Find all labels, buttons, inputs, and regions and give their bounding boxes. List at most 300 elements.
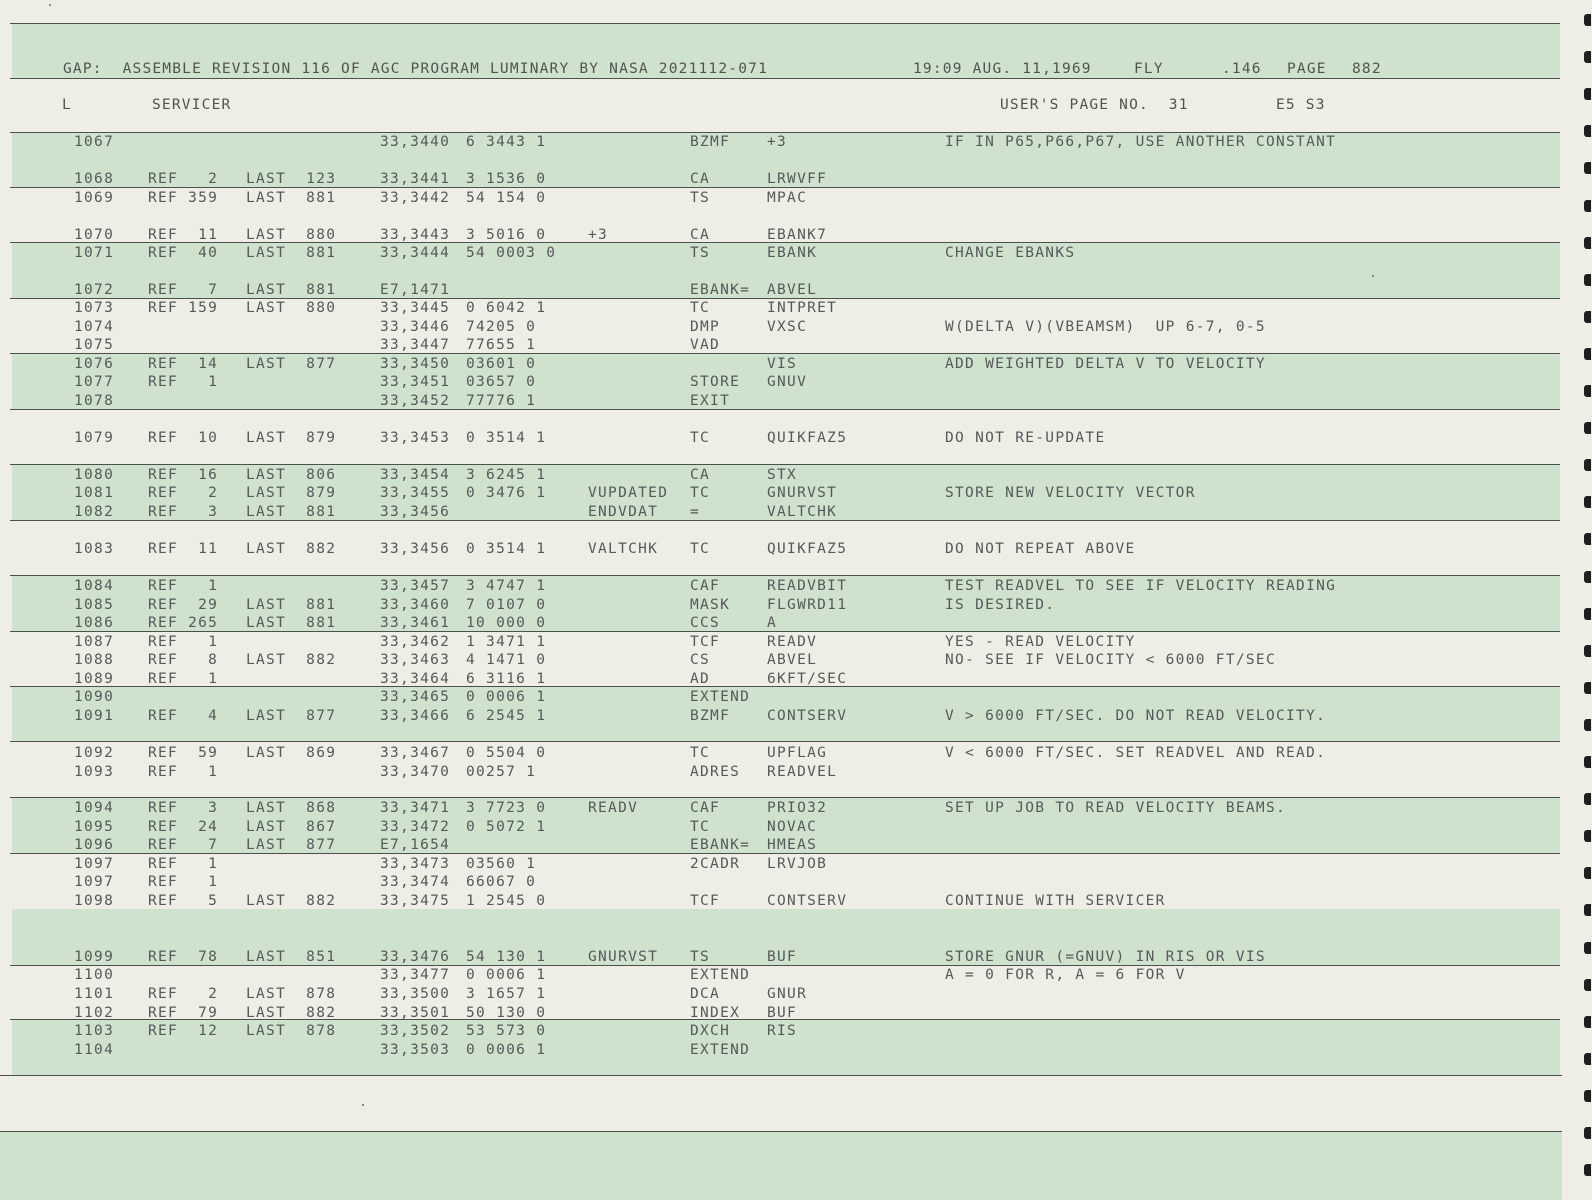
- row-ref-count: REF 14: [148, 356, 219, 372]
- row-address: 33,3451: [380, 374, 451, 390]
- row-address: 33,3464: [380, 671, 451, 687]
- row-address: 33,3502: [380, 1023, 451, 1039]
- row-address: 33,3501: [380, 1005, 451, 1021]
- row-address: 33,3461: [380, 615, 451, 631]
- row-last-ref: LAST 877: [246, 356, 337, 372]
- rule-line: [10, 575, 1560, 576]
- feed-hole: [1584, 125, 1591, 137]
- feed-hole: [1584, 1127, 1591, 1139]
- row-opcode: BZMF: [690, 134, 731, 150]
- row-operand: RIS: [767, 1023, 798, 1039]
- rule-line: [10, 631, 1560, 632]
- row-operand: GNUR: [767, 986, 808, 1002]
- row-line-number: 1081: [74, 485, 115, 501]
- row-line-number: 1087: [74, 634, 115, 650]
- row-opcode: EXTEND: [690, 689, 751, 705]
- row-octal-code: 0 5504 0: [466, 745, 547, 761]
- row-comment: IS DESIRED.: [945, 597, 1056, 613]
- row-octal-code: 0 5072 1: [466, 819, 547, 835]
- rule-line: [10, 409, 1560, 410]
- row-ref-count: REF 2: [148, 986, 219, 1002]
- feed-hole: [1584, 200, 1591, 212]
- row-address: 33,3460: [380, 597, 451, 613]
- row-octal-code: 66067 0: [466, 874, 537, 890]
- header-page-number: 882: [1352, 61, 1382, 77]
- row-line-number: 1097: [74, 874, 115, 890]
- feed-hole: [1584, 979, 1591, 991]
- feed-hole: [1584, 533, 1591, 545]
- row-octal-code: 10 000 0: [466, 615, 547, 631]
- row-address: 33,3443: [380, 227, 451, 243]
- feed-hole: [1584, 459, 1591, 471]
- subheader-codes: E5 S3: [1276, 97, 1326, 113]
- rule-line: [0, 1075, 1562, 1076]
- row-operand: A: [767, 615, 778, 631]
- row-octal-code: 0 0006 1: [466, 689, 547, 705]
- row-line-number: 1101: [74, 986, 115, 1002]
- row-comment: SET UP JOB TO READ VELOCITY BEAMS.: [945, 800, 1287, 816]
- row-opcode: TCF: [690, 893, 721, 909]
- feed-hole: [1584, 422, 1591, 434]
- rule-line: [10, 797, 1560, 798]
- row-operand: GNURVST: [767, 485, 838, 501]
- feed-hole: [1584, 1164, 1591, 1176]
- row-opcode: TC: [690, 430, 711, 446]
- feed-hole: [1584, 51, 1591, 63]
- row-ref-count: REF 1: [148, 856, 219, 872]
- row-last-ref: LAST 881: [246, 282, 337, 298]
- row-opcode: BZMF: [690, 708, 731, 724]
- row-last-ref: LAST 881: [246, 597, 337, 613]
- row-last-ref: LAST 878: [246, 1023, 337, 1039]
- row-opcode: MASK: [690, 597, 731, 613]
- row-operand: NOVAC: [767, 819, 818, 835]
- row-last-ref: LAST 882: [246, 541, 337, 557]
- row-line-number: 1086: [74, 615, 115, 631]
- rule-line: [10, 353, 1560, 354]
- row-operand: GNUV: [767, 374, 808, 390]
- row-ref-count: REF 12: [148, 1023, 219, 1039]
- green-band: [0, 1131, 1562, 1200]
- row-address: 33,3453: [380, 430, 451, 446]
- row-ref-count: REF 8: [148, 652, 219, 668]
- row-address: 33,3445: [380, 300, 451, 316]
- row-last-ref: LAST 881: [246, 504, 337, 520]
- row-line-number: 1089: [74, 671, 115, 687]
- row-comment: CHANGE EBANKS: [945, 245, 1076, 261]
- row-address: E7,1654: [380, 837, 451, 853]
- row-octal-code: 4 1471 0: [466, 652, 547, 668]
- row-ref-count: REF 3: [148, 504, 219, 520]
- row-comment: NO- SEE IF VELOCITY < 6000 FT/SEC: [945, 652, 1276, 668]
- row-operand: VIS: [767, 356, 798, 372]
- feed-hole: [1584, 608, 1591, 620]
- row-opcode: CAF: [690, 578, 721, 594]
- feed-hole: [1584, 496, 1591, 508]
- row-line-number: 1077: [74, 374, 115, 390]
- row-comment: V < 6000 FT/SEC. SET READVEL AND READ.: [945, 745, 1327, 761]
- row-ref-count: REF 7: [148, 837, 219, 853]
- rule-line: [10, 741, 1560, 742]
- row-address: 33,3456: [380, 541, 451, 557]
- row-ref-count: REF 7: [148, 282, 219, 298]
- row-line-number: 1084: [74, 578, 115, 594]
- subheader-user-page: USER'S PAGE NO. 31: [1000, 97, 1189, 113]
- row-ref-count: REF 79: [148, 1005, 219, 1021]
- feed-hole: [1584, 571, 1591, 583]
- row-opcode: TC: [690, 300, 711, 316]
- row-opcode: TCF: [690, 634, 721, 650]
- header-title: GAP: ASSEMBLE REVISION 116 OF AGC PROGRAM LUMINARY BY NASA 2021112-071: [63, 61, 769, 77]
- row-ref-count: REF 1: [148, 671, 219, 687]
- row-address: 33,3441: [380, 171, 451, 187]
- row-last-ref: LAST 878: [246, 986, 337, 1002]
- row-last-ref: LAST 869: [246, 745, 337, 761]
- row-last-ref: LAST 880: [246, 300, 337, 316]
- row-comment: YES - READ VELOCITY: [945, 634, 1136, 650]
- row-address: 33,3452: [380, 393, 451, 409]
- row-last-ref: LAST 882: [246, 893, 337, 909]
- row-line-number: 1100: [74, 967, 115, 983]
- row-line-number: 1073: [74, 300, 115, 316]
- row-opcode: ADRES: [690, 764, 741, 780]
- row-line-number: 1080: [74, 467, 115, 483]
- row-last-ref: LAST 851: [246, 949, 337, 965]
- row-comment: STORE GNUR (=GNUV) IN RIS OR VIS: [945, 949, 1266, 965]
- row-operand: READVBIT: [767, 578, 848, 594]
- header-page-label: PAGE: [1287, 61, 1327, 77]
- row-line-number: 1095: [74, 819, 115, 835]
- row-comment: STORE NEW VELOCITY VECTOR: [945, 485, 1196, 501]
- row-octal-code: 54 154 0: [466, 190, 547, 206]
- row-ref-count: REF 2: [148, 171, 219, 187]
- feed-hole: [1584, 1016, 1591, 1028]
- row-operand: LRWVFF: [767, 171, 828, 187]
- row-octal-code: 6 3116 1: [466, 671, 547, 687]
- row-address: 33,3471: [380, 800, 451, 816]
- row-ref-count: REF 4: [148, 708, 219, 724]
- row-opcode: CA: [690, 171, 711, 187]
- row-ref-count: REF 78: [148, 949, 219, 965]
- feed-hole: [1584, 1090, 1591, 1102]
- feed-hole: [1584, 830, 1591, 842]
- row-label: +3: [588, 227, 609, 243]
- row-opcode: CA: [690, 467, 711, 483]
- row-operand: STX: [767, 467, 798, 483]
- row-address: 33,3475: [380, 893, 451, 909]
- row-address: 33,3463: [380, 652, 451, 668]
- row-opcode: TC: [690, 819, 711, 835]
- row-line-number: 1070: [74, 227, 115, 243]
- row-address: 33,3446: [380, 319, 451, 335]
- row-octal-code: 03601 0: [466, 356, 537, 372]
- row-address: 33,3455: [380, 485, 451, 501]
- row-address: 33,3474: [380, 874, 451, 890]
- row-line-number: 1094: [74, 800, 115, 816]
- row-octal-code: 6 2545 1: [466, 708, 547, 724]
- row-line-number: 1072: [74, 282, 115, 298]
- row-ref-count: REF 11: [148, 227, 219, 243]
- row-opcode: DXCH: [690, 1023, 731, 1039]
- row-ref-count: REF 5: [148, 893, 219, 909]
- rule-line: [0, 1131, 1562, 1132]
- rule-line: [10, 78, 1560, 79]
- row-opcode: DMP: [690, 319, 721, 335]
- row-octal-code: 0 3514 1: [466, 430, 547, 446]
- row-octal-code: 1 2545 0: [466, 893, 547, 909]
- row-octal-code: 3 7723 0: [466, 800, 547, 816]
- row-octal-code: 7 0107 0: [466, 597, 547, 613]
- row-line-number: 1078: [74, 393, 115, 409]
- row-line-number: 1071: [74, 245, 115, 261]
- row-octal-code: 3 4747 1: [466, 578, 547, 594]
- row-last-ref: LAST 877: [246, 708, 337, 724]
- row-address: 33,3450: [380, 356, 451, 372]
- row-line-number: 1082: [74, 504, 115, 520]
- row-operand: EBANK7: [767, 227, 828, 243]
- row-operand: HMEAS: [767, 837, 818, 853]
- row-address: 33,3442: [380, 190, 451, 206]
- row-opcode: CS: [690, 652, 711, 668]
- row-octal-code: 1 3471 1: [466, 634, 547, 650]
- feed-hole: [1584, 942, 1591, 954]
- row-address: 33,3467: [380, 745, 451, 761]
- row-last-ref: LAST 879: [246, 430, 337, 446]
- row-line-number: 1091: [74, 708, 115, 724]
- row-opcode: =: [690, 504, 701, 520]
- row-ref-count: REF 159: [148, 300, 219, 316]
- row-address: 33,3466: [380, 708, 451, 724]
- row-operand: BUF: [767, 949, 798, 965]
- row-last-ref: LAST 877: [246, 837, 337, 853]
- row-operand: VALTCHK: [767, 504, 838, 520]
- row-last-ref: LAST 881: [246, 245, 337, 261]
- row-octal-code: 54 130 1: [466, 949, 547, 965]
- row-comment: TEST READVEL TO SEE IF VELOCITY READING: [945, 578, 1337, 594]
- row-octal-code: 53 573 0: [466, 1023, 547, 1039]
- row-opcode: EXIT: [690, 393, 731, 409]
- row-address: 33,3457: [380, 578, 451, 594]
- feed-hole: [1584, 88, 1591, 100]
- row-operand: READV: [767, 634, 818, 650]
- feed-hole: [1584, 904, 1591, 916]
- row-opcode: TC: [690, 745, 711, 761]
- row-address: 33,3456: [380, 504, 451, 520]
- row-opcode: TS: [690, 190, 711, 206]
- row-operand: PRIO32: [767, 800, 828, 816]
- row-ref-count: REF 40: [148, 245, 219, 261]
- row-opcode: STORE: [690, 374, 741, 390]
- row-octal-code: 3 5016 0: [466, 227, 547, 243]
- row-ref-count: REF 16: [148, 467, 219, 483]
- row-ref-count: REF 1: [148, 578, 219, 594]
- row-line-number: 1098: [74, 893, 115, 909]
- row-ref-count: REF 11: [148, 541, 219, 557]
- row-line-number: 1090: [74, 689, 115, 705]
- row-last-ref: LAST 882: [246, 652, 337, 668]
- feed-hole: [1584, 311, 1591, 323]
- row-opcode: EXTEND: [690, 1042, 751, 1058]
- row-octal-code: 50 130 0: [466, 1005, 547, 1021]
- row-opcode: AD: [690, 671, 711, 687]
- feed-hole: [1584, 682, 1591, 694]
- row-octal-code: 3 1536 0: [466, 171, 547, 187]
- row-label: GNURVST: [588, 949, 659, 965]
- row-comment: CONTINUE WITH SERVICER: [945, 893, 1166, 909]
- row-operand: +3: [767, 134, 788, 150]
- row-address: 33,3444: [380, 245, 451, 261]
- row-opcode: EXTEND: [690, 967, 751, 983]
- row-address: 33,3472: [380, 819, 451, 835]
- row-operand: BUF: [767, 1005, 798, 1021]
- row-octal-code: 3 6245 1: [466, 467, 547, 483]
- feed-hole: [1584, 1053, 1591, 1065]
- row-octal-code: 0 0006 1: [466, 1042, 547, 1058]
- row-line-number: 1085: [74, 597, 115, 613]
- paper-speck: [1372, 275, 1374, 277]
- feed-hole: [1584, 14, 1591, 26]
- row-opcode: DCA: [690, 986, 721, 1002]
- feed-hole: [1584, 756, 1591, 768]
- row-last-ref: LAST 806: [246, 467, 337, 483]
- row-operand: QUIKFAZ5: [767, 430, 848, 446]
- row-last-ref: LAST 882: [246, 1005, 337, 1021]
- row-octal-code: 74205 0: [466, 319, 537, 335]
- row-operand: READVEL: [767, 764, 838, 780]
- row-octal-code: 77776 1: [466, 393, 537, 409]
- tractor-feed-holes: [1572, 0, 1592, 1200]
- row-label: VALTCHK: [588, 541, 659, 557]
- row-last-ref: LAST 881: [246, 190, 337, 206]
- row-operand: UPFLAG: [767, 745, 828, 761]
- row-address: 33,3465: [380, 689, 451, 705]
- row-operand: EBANK: [767, 245, 818, 261]
- row-last-ref: LAST 867: [246, 819, 337, 835]
- row-octal-code: 77655 1: [466, 337, 537, 353]
- feed-hole: [1584, 237, 1591, 249]
- row-address: E7,1471: [380, 282, 451, 298]
- row-line-number: 1097: [74, 856, 115, 872]
- row-octal-code: 0 3476 1: [466, 485, 547, 501]
- row-operand: MPAC: [767, 190, 808, 206]
- feed-hole: [1584, 274, 1591, 286]
- row-line-number: 1104: [74, 1042, 115, 1058]
- row-line-number: 1096: [74, 837, 115, 853]
- row-opcode: 2CADR: [690, 856, 741, 872]
- row-octal-code: 03657 0: [466, 374, 537, 390]
- row-ref-count: REF 10: [148, 430, 219, 446]
- row-octal-code: 3 1657 1: [466, 986, 547, 1002]
- row-ref-count: REF 265: [148, 615, 219, 631]
- row-line-number: 1083: [74, 541, 115, 557]
- row-last-ref: LAST 868: [246, 800, 337, 816]
- row-ref-count: REF 2: [148, 485, 219, 501]
- row-last-ref: LAST 879: [246, 485, 337, 501]
- row-operand: QUIKFAZ5: [767, 541, 848, 557]
- row-comment: V > 6000 FT/SEC. DO NOT READ VELOCITY.: [945, 708, 1327, 724]
- row-line-number: 1068: [74, 171, 115, 187]
- row-last-ref: LAST 123: [246, 171, 337, 187]
- row-octal-code: 54 0003 0: [466, 245, 557, 261]
- row-address: 33,3500: [380, 986, 451, 1002]
- row-address: 33,3462: [380, 634, 451, 650]
- row-line-number: 1092: [74, 745, 115, 761]
- row-ref-count: REF 1: [148, 374, 219, 390]
- row-opcode: CCS: [690, 615, 721, 631]
- row-address: 33,3440: [380, 134, 451, 150]
- row-opcode: CA: [690, 227, 711, 243]
- row-opcode: INDEX: [690, 1005, 741, 1021]
- row-ref-count: REF 24: [148, 819, 219, 835]
- row-octal-code: 00257 1: [466, 764, 537, 780]
- row-operand: VXSC: [767, 319, 808, 335]
- row-octal-code: 6 3443 1: [466, 134, 547, 150]
- row-label: ENDVDAT: [588, 504, 659, 520]
- row-operand: CONTSERV: [767, 893, 848, 909]
- feed-hole: [1584, 162, 1591, 174]
- row-comment: A = 0 FOR R, A = 6 FOR V: [945, 967, 1186, 983]
- row-ref-count: REF 3: [148, 800, 219, 816]
- row-line-number: 1088: [74, 652, 115, 668]
- row-last-ref: LAST 881: [246, 615, 337, 631]
- feed-hole: [1584, 719, 1591, 731]
- row-label: READV: [588, 800, 639, 816]
- row-comment: DO NOT RE-UPDATE: [945, 430, 1106, 446]
- row-opcode: EBANK=: [690, 282, 751, 298]
- row-comment: DO NOT REPEAT ABOVE: [945, 541, 1136, 557]
- row-label: VUPDATED: [588, 485, 669, 501]
- feed-hole: [1584, 385, 1591, 397]
- row-address: 33,3473: [380, 856, 451, 872]
- rule-line: [10, 464, 1560, 465]
- rule-line: [10, 23, 1560, 24]
- row-address: 33,3454: [380, 467, 451, 483]
- row-comment: W(DELTA V)(VBEAMSM) UP 6-7, 0-5: [945, 319, 1266, 335]
- row-address: 33,3477: [380, 967, 451, 983]
- row-operand: LRVJOB: [767, 856, 828, 872]
- paper-speck: [362, 1104, 364, 1106]
- row-octal-code: 0 6042 1: [466, 300, 547, 316]
- row-ref-count: REF 359: [148, 190, 219, 206]
- feed-hole: [1584, 867, 1591, 879]
- row-last-ref: LAST 880: [246, 227, 337, 243]
- subheader-section: SERVICER: [152, 97, 232, 113]
- row-address: 33,3447: [380, 337, 451, 353]
- row-comment: IF IN P65,P66,P67, USE ANOTHER CONSTANT: [945, 134, 1337, 150]
- row-opcode: TS: [690, 949, 711, 965]
- row-ref-count: REF 1: [148, 634, 219, 650]
- row-line-number: 1099: [74, 949, 115, 965]
- row-address: 33,3503: [380, 1042, 451, 1058]
- row-operand: INTPRET: [767, 300, 838, 316]
- row-operand: ABVEL: [767, 652, 818, 668]
- header-fly: FLY: [1134, 61, 1164, 77]
- row-line-number: 1069: [74, 190, 115, 206]
- row-line-number: 1074: [74, 319, 115, 335]
- feed-hole: [1584, 793, 1591, 805]
- row-octal-code: 0 0006 1: [466, 967, 547, 983]
- row-octal-code: 03560 1: [466, 856, 537, 872]
- row-opcode: TC: [690, 541, 711, 557]
- row-operand: CONTSERV: [767, 708, 848, 724]
- subheader-mark: L: [62, 97, 72, 113]
- row-line-number: 1075: [74, 337, 115, 353]
- row-opcode: VAD: [690, 337, 721, 353]
- row-opcode: CAF: [690, 800, 721, 816]
- row-operand: ABVEL: [767, 282, 818, 298]
- row-operand: FLGWRD11: [767, 597, 848, 613]
- row-line-number: 1103: [74, 1023, 115, 1039]
